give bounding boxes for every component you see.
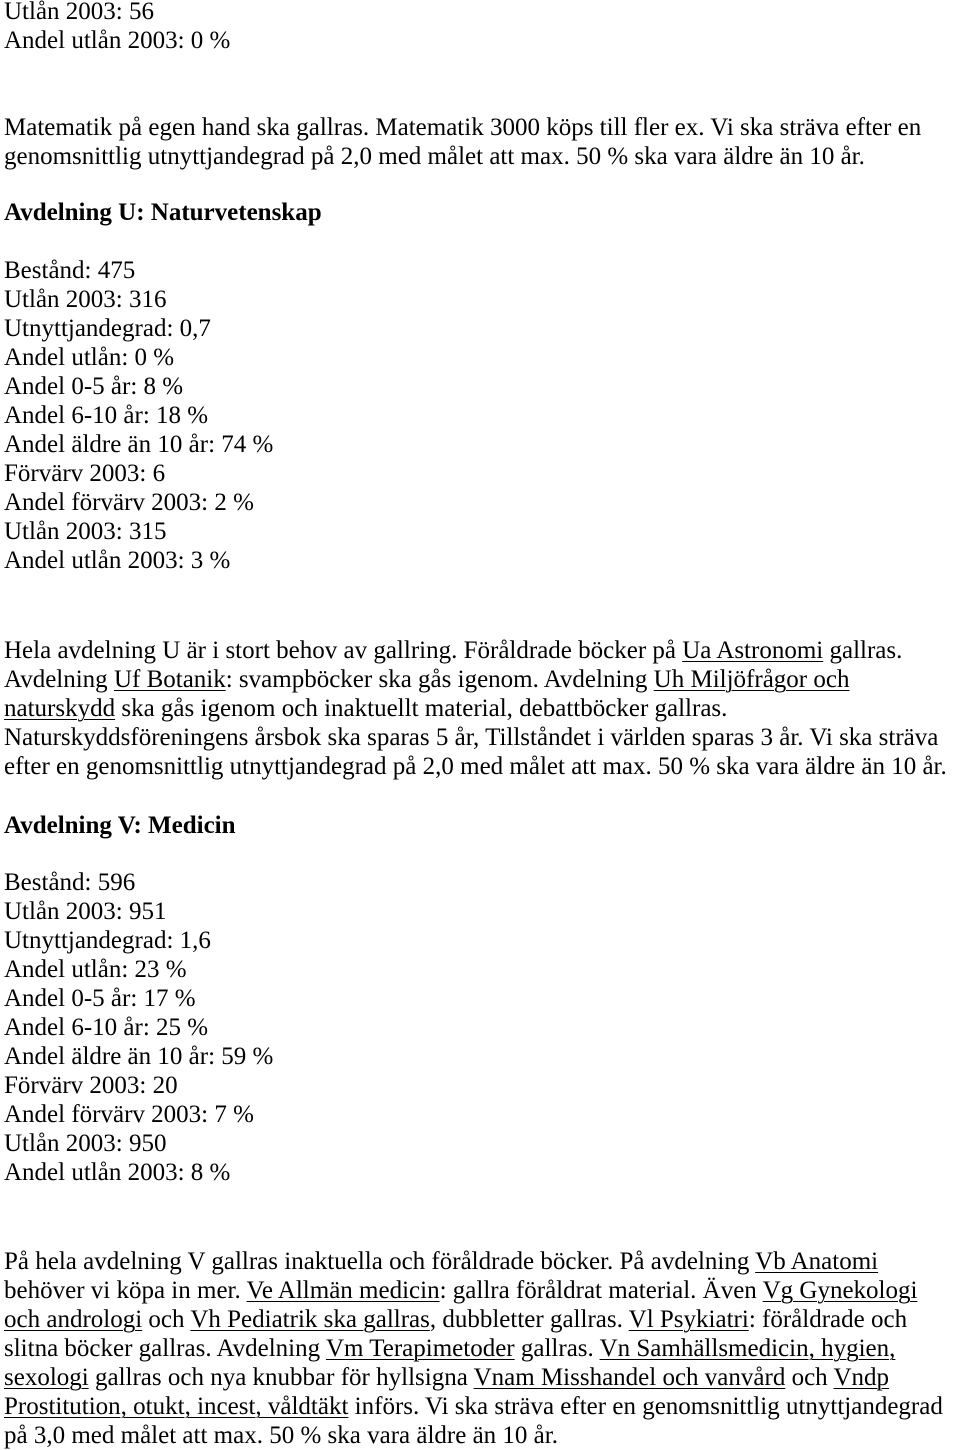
link-ua-astronomi[interactable]: Ua Astronomi [682, 637, 824, 664]
stat-row-bestand [4, 868, 273, 897]
stat-value: 56 [129, 0, 154, 25]
text-segment: genomsnittlig utnyttjandegrad på 2,0 med målet att max. 50 % ska vara äldre än 10 år. [4, 143, 865, 170]
text-line [4, 1363, 943, 1392]
stat-row-andel-utlan [4, 955, 273, 984]
link-uf-botanik[interactable]: Uf Botanik [113, 666, 226, 693]
stat-row-bestand [4, 256, 273, 285]
stat-value: 2 % [214, 489, 254, 516]
stat-row-andel-forvarv-2003 [4, 488, 273, 517]
text-line [4, 142, 921, 171]
stat-row-forvarv-2003 [4, 1071, 273, 1100]
stat-label: Andel förvärv 2003: [4, 1101, 209, 1128]
previous-section-paragraph [4, 113, 921, 171]
stat-label: Andel utlån 2003: [4, 27, 185, 54]
text-line [4, 1305, 943, 1334]
stat-row-andel-aldre-an-10-ar [4, 430, 273, 459]
stat-label: Bestånd: [4, 869, 92, 896]
text-line [4, 636, 947, 665]
link-vm-terapimetoder[interactable]: Vm Terapimetoder [325, 1335, 515, 1362]
text-line [4, 723, 947, 752]
stat-row-utlan-2003 [4, 1129, 273, 1158]
stat-label: Utlån 2003: [4, 518, 123, 545]
text-line [4, 1392, 943, 1421]
link-vb-anatomi[interactable]: Vb Anatomi [755, 1248, 879, 1275]
link-naturskydd[interactable]: naturskydd [4, 695, 116, 722]
stat-label: Andel förvärv 2003: [4, 489, 209, 516]
text-segment: , dubbletter gallras. [429, 1306, 629, 1333]
text-segment: och [785, 1364, 834, 1391]
stat-value: 18 % [156, 402, 209, 429]
stat-row-andel-6-10-ar [4, 401, 273, 430]
text-line [4, 665, 947, 694]
stat-row-andel-forvarv-2003 [4, 1100, 273, 1129]
stat-row-andel-utlan [4, 343, 273, 372]
stat-row-andel-aldre-an-10-ar [4, 1042, 273, 1071]
stat-value: 950 [129, 1130, 167, 1157]
text-segment: efter en genomsnittlig utnyttjandegrad på 2,0 med målet att max. 50 % ska vara äldre än 10 år. [4, 753, 947, 780]
stat-label: Utnyttjandegrad: [4, 315, 174, 342]
stat-label: Andel äldre än 10 år: [4, 1043, 216, 1070]
stat-label: Andel 6-10 år: [4, 402, 150, 429]
stat-label: Utlån 2003: [4, 0, 123, 25]
stat-row-utlan-2003 [4, 285, 273, 314]
text-segment: införs. Vi ska sträva efter en genomsnittlig utnyttjandegrad [348, 1393, 943, 1420]
stat-row-andel-0-5-ar [4, 372, 273, 401]
stat-value: 17 % [143, 985, 196, 1012]
text-line [4, 1421, 943, 1450]
link-vl-psykiatri[interactable]: Vl Psykiatri [628, 1306, 749, 1333]
stat-row-andel-6-10-ar [4, 1013, 273, 1042]
text-segment: på 3,0 med målet att max. 50 % ska vara äldre än 10 år. [4, 1422, 558, 1449]
stat-value: 25 % [156, 1014, 209, 1041]
text-line [4, 1276, 943, 1305]
link-ve-allman-medicin[interactable]: Ve Allmän medicin [246, 1277, 440, 1304]
stat-label: Förvärv 2003: [4, 460, 147, 487]
stat-value: 0,7 [179, 315, 211, 342]
stat-value: 3 % [190, 547, 231, 574]
stat-value: 7 % [214, 1101, 254, 1128]
text-segment: behöver vi köpa in mer. [4, 1277, 247, 1304]
stat-label: Andel utlån: [4, 344, 129, 371]
section-stats-medicin [4, 868, 273, 1187]
stat-label: Andel 6-10 år: [4, 1014, 150, 1041]
text-line [4, 1334, 943, 1363]
text-segment: : föråldrade och [748, 1306, 908, 1333]
text-line [4, 113, 921, 142]
link-vn-samhallsmedicin-hygien[interactable]: Vn Samhällsmedicin, hygien, [599, 1335, 896, 1362]
stat-label: Bestånd: [4, 257, 92, 284]
stat-value: 59 % [221, 1043, 274, 1070]
previous-section-stats [4, 0, 230, 55]
stat-row-andel-utlan-2003 [4, 26, 230, 55]
link-vndp[interactable]: Vndp [833, 1364, 890, 1391]
stat-value: 20 [152, 1072, 178, 1099]
text-line [4, 694, 947, 723]
link-uh-miljofragor-och[interactable]: Uh Miljöfrågor och [653, 666, 850, 693]
stat-value: 0 % [190, 27, 231, 54]
stat-row-andel-utlan-2003 [4, 546, 273, 575]
stat-label: Andel utlån 2003: [4, 1159, 185, 1186]
link-vnam-misshandel-och-vanvard[interactable]: Vnam Misshandel och vanvård [473, 1364, 786, 1391]
section-paragraph-medicin [4, 1247, 943, 1450]
stat-label: Utlån 2003: [4, 1130, 123, 1157]
stat-value: 596 [97, 869, 136, 896]
text-line [4, 1247, 943, 1276]
stat-value: 8 % [190, 1159, 231, 1186]
stat-value: 74 % [221, 431, 274, 458]
stat-row-utlan-2003 [4, 517, 273, 546]
text-segment: Hela avdelning U är i stort behov av gallring. Föråldrade böcker på [4, 637, 683, 664]
link-och-andrologi[interactable]: och andrologi [4, 1306, 143, 1333]
text-segment: gallras. [514, 1335, 600, 1362]
stat-value: 6 [152, 460, 166, 487]
stat-label: Andel 0-5 år: [4, 373, 138, 400]
text-segment: På hela avdelning V gallras inaktuella och föråldrade böcker. På avdelning [4, 1248, 756, 1275]
text-segment: Matematik på egen hand ska gallras. Matematik 3000 köps till fler ex. Vi ska sträva efter en [4, 114, 922, 141]
text-segment: : svampböcker ska gås igenom. Avdelning [225, 666, 654, 693]
stat-label: Andel 0-5 år: [4, 985, 138, 1012]
text-line [4, 752, 947, 781]
stat-value: 475 [97, 257, 136, 284]
text-segment: gallras. [823, 637, 903, 664]
stat-value: 316 [129, 286, 167, 313]
section-heading-medicin: Avdelning V: Medicin [4, 812, 236, 839]
text-segment: slitna böcker gallras. Avdelning [4, 1335, 326, 1362]
stat-label: Utnyttjandegrad: [4, 927, 174, 954]
stat-row-utnyttjandegrad [4, 314, 273, 343]
stat-row-utlan-2003 [4, 0, 230, 26]
link-sexologi[interactable]: sexologi [4, 1364, 89, 1391]
stat-value: 8 % [143, 373, 184, 400]
stat-row-andel-0-5-ar [4, 984, 273, 1013]
stat-label: Andel äldre än 10 år: [4, 431, 216, 458]
stat-value: 951 [129, 898, 167, 925]
stat-row-utnyttjandegrad [4, 926, 273, 955]
stat-value: 0 % [134, 344, 175, 371]
link-vh-pediatrik-ska-gallras[interactable]: Vh Pediatrik ska gallras [190, 1306, 430, 1333]
stat-row-andel-utlan-2003 [4, 1158, 273, 1187]
link-prostitution-otukt-incest-valdtakt[interactable]: Prostitution, otukt, incest, våldtäkt [4, 1393, 349, 1420]
text-segment: Naturskyddsföreningens årsbok ska sparas 5 år, Tillståndet i världen sparas 3 år. Vi ska sträva [4, 724, 939, 751]
text-segment: ska gås igenom och inaktuellt material, debattböcker gallras. [115, 695, 728, 722]
text-segment: gallras och nya knubbar för hyllsigna [88, 1364, 474, 1391]
section-heading-naturvetenskap: Avdelning U: Naturvetenskap [4, 199, 322, 226]
stat-row-utlan-2003 [4, 897, 273, 926]
text-segment: : gallra föråldrat material. Även [439, 1277, 763, 1304]
stat-label: Förvärv 2003: [4, 1072, 147, 1099]
stat-label: Andel utlån 2003: [4, 547, 185, 574]
section-stats-naturvetenskap [4, 256, 273, 575]
stat-row-forvarv-2003 [4, 459, 273, 488]
link-vg-gynekologi[interactable]: Vg Gynekologi [762, 1277, 918, 1304]
text-segment: Avdelning [4, 666, 114, 693]
stat-label: Utlån 2003: [4, 898, 123, 925]
stat-label: Utlån 2003: [4, 286, 123, 313]
text-segment: och [142, 1306, 191, 1333]
stat-value: 23 % [134, 956, 187, 983]
stat-value: 315 [129, 518, 167, 545]
stat-value: 1,6 [179, 927, 211, 954]
stat-label: Andel utlån: [4, 956, 129, 983]
section-paragraph-naturvetenskap [4, 636, 947, 781]
